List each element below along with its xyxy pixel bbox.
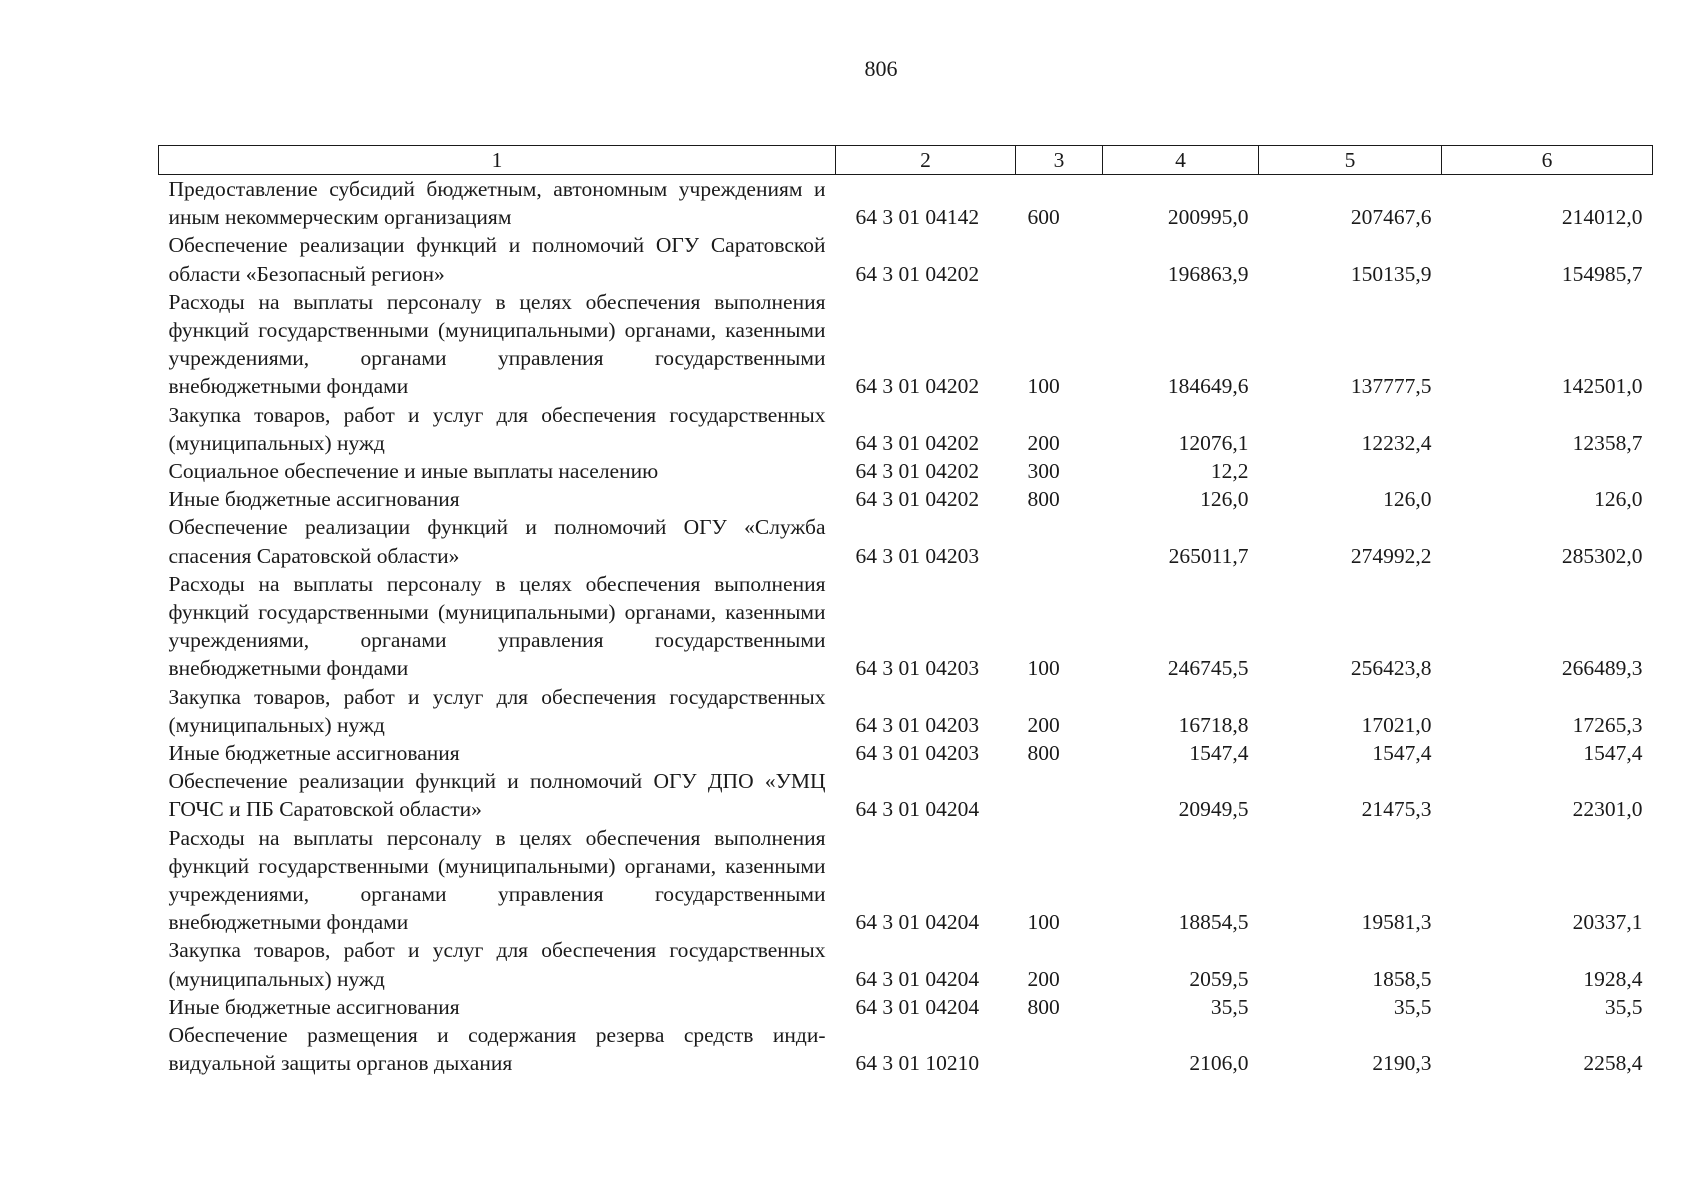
table-row [159, 936, 1653, 992]
row-name: Иные бюджетные ассигнования [168, 994, 460, 1019]
row-target-code: 64 3 01 04202 [855, 374, 980, 399]
row-value-col-5: 150135,9 [1350, 261, 1432, 286]
header-col-1: 1 [159, 146, 836, 175]
header-col-4: 4 [1103, 146, 1259, 175]
row-name: Иные бюджетные ассигнования [168, 487, 460, 512]
row-expense-type: 600 [1027, 205, 1060, 230]
row-name: Обеспечение размещения и содержания резерва средств индивидуальной защиты органов дыхания [168, 1023, 826, 1076]
row-value-col-4: 16718,8 [1178, 712, 1249, 737]
row-expense-type [1016, 231, 1103, 287]
row-value-col-4: 200995,0 [1167, 205, 1249, 230]
row-target-code: 64 3 01 04204 [855, 966, 980, 991]
row-value-col-6: 285302,0 [1561, 543, 1643, 568]
row-value-col-4: 126,0 [1200, 487, 1249, 512]
row-target-code: 64 3 01 04202 [855, 487, 980, 512]
table-row [159, 570, 1653, 683]
row-expense-type: 100 [1027, 910, 1060, 935]
row-expense-type: 800 [1027, 994, 1060, 1019]
row-expense-type [1016, 767, 1103, 823]
row-expense-type [1016, 513, 1103, 569]
row-expense-type [1016, 1021, 1103, 1077]
row-expense-type: 100 [1027, 374, 1060, 399]
row-value-col-5: 137777,5 [1350, 374, 1432, 399]
row-target-code: 64 3 01 04204 [855, 797, 980, 822]
row-value-col-4: 12,2 [1210, 459, 1249, 484]
row-value-col-5 [1259, 457, 1442, 485]
row-name: Закупка товаров, работ и услуг для обеспечения государственных (муниципальных) нужд [168, 938, 826, 991]
table-row [159, 767, 1653, 823]
row-target-code: 64 3 01 04204 [855, 910, 980, 935]
table-row [159, 231, 1653, 287]
table-row [159, 485, 1653, 513]
row-value-col-6: 2258,4 [1583, 1051, 1643, 1076]
row-value-col-5: 1858,5 [1372, 966, 1432, 991]
row-value-col-4: 2059,5 [1189, 966, 1249, 991]
row-value-col-5: 256423,8 [1350, 656, 1432, 681]
row-value-col-4: 2106,0 [1189, 1051, 1249, 1076]
row-expense-type: 200 [1027, 712, 1060, 737]
row-value-col-5: 126,0 [1383, 487, 1432, 512]
table-row [159, 401, 1653, 457]
row-name: Расходы на выплаты персоналу в целях обеспечения выполнения функций государственными (муниципальными) органами, казенными учреждениями, органами управления государственными внебюджетными фондами [168, 825, 826, 935]
row-target-code: 64 3 01 04202 [855, 261, 980, 286]
page-number: 806 [864, 56, 898, 81]
row-value-col-6: 1928,4 [1583, 966, 1643, 991]
row-name: Социальное обеспечение и иные выплаты населению [168, 459, 659, 484]
row-expense-type: 100 [1027, 656, 1060, 681]
row-expense-type: 200 [1027, 966, 1060, 991]
table-row [159, 175, 1653, 232]
row-target-code: 64 3 01 04202 [855, 430, 980, 455]
row-value-col-4: 35,5 [1210, 994, 1249, 1019]
table-body [159, 175, 1653, 1078]
row-value-col-6: 20337,1 [1572, 910, 1643, 935]
row-value-col-5: 1547,4 [1372, 741, 1432, 766]
row-value-col-5: 2190,3 [1372, 1051, 1432, 1076]
row-expense-type: 800 [1027, 487, 1060, 512]
header-col-6: 6 [1442, 146, 1653, 175]
row-name: Закупка товаров, работ и услуг для обеспечения государственных (муниципальных) нужд [168, 684, 826, 737]
row-expense-type: 300 [1027, 459, 1060, 484]
row-expense-type: 800 [1027, 741, 1060, 766]
row-value-col-5: 21475,3 [1361, 797, 1432, 822]
row-value-col-6: 35,5 [1604, 994, 1643, 1019]
row-value-col-5: 35,5 [1393, 994, 1432, 1019]
row-value-col-6: 22301,0 [1572, 797, 1643, 822]
row-value-col-5: 274992,2 [1350, 543, 1432, 568]
table-row [159, 457, 1653, 485]
row-value-col-5: 12232,4 [1361, 430, 1432, 455]
table-row [159, 993, 1653, 1021]
row-target-code: 64 3 01 04203 [855, 543, 980, 568]
header-col-3: 3 [1016, 146, 1103, 175]
row-value-col-6: 126,0 [1594, 487, 1643, 512]
table-row [159, 683, 1653, 739]
row-value-col-5: 17021,0 [1361, 712, 1432, 737]
row-name: Предоставление субсидий бюджетным, автономным учреждениям и иным некоммерческим организациям [168, 177, 826, 230]
row-target-code: 64 3 01 04203 [855, 656, 980, 681]
row-target-code: 64 3 01 04203 [855, 712, 980, 737]
row-value-col-4: 12076,1 [1178, 430, 1249, 455]
budget-table [158, 145, 1653, 1078]
row-value-col-6: 12358,7 [1572, 430, 1643, 455]
row-name: Иные бюджетные ассигнования [168, 741, 460, 766]
row-target-code: 64 3 01 04204 [855, 994, 980, 1019]
row-value-col-6: 142501,0 [1561, 374, 1643, 399]
header-row [159, 146, 1653, 175]
row-target-code: 64 3 01 04203 [855, 741, 980, 766]
row-value-col-6: 1547,4 [1583, 741, 1643, 766]
row-expense-type: 200 [1027, 430, 1060, 455]
row-value-col-6: 154985,7 [1561, 261, 1643, 286]
row-value-col-4: 184649,6 [1167, 374, 1249, 399]
row-name: Обеспечение реализации функций и полномочий ОГУ ДПО «УМЦ ГОЧС и ПБ Саратовской области» [168, 769, 826, 822]
row-value-col-5: 19581,3 [1361, 910, 1432, 935]
table-row [159, 739, 1653, 767]
row-value-col-4: 20949,5 [1178, 797, 1249, 822]
row-value-col-6: 17265,3 [1572, 712, 1643, 737]
table-header [159, 146, 1653, 175]
row-name: Расходы на выплаты персоналу в целях обеспечения выполнения функций государственными (муниципальными) органами, казенными учреждениями, органами управления государственными внебюджетными фондами [168, 571, 826, 681]
row-name: Расходы на выплаты персоналу в целях обеспечения выполнения функций государственными (муниципальными) органами, казенными учреждениями, органами управления государственными внебюджетными фондами [168, 289, 826, 399]
row-value-col-5: 207467,6 [1350, 205, 1432, 230]
row-name: Обеспечение реализации функций и полномочий ОГУ «Служба спасения Саратовской области» [168, 515, 826, 568]
row-value-col-4: 1547,4 [1189, 741, 1249, 766]
table-row [159, 288, 1653, 401]
row-target-code: 64 3 01 10210 [855, 1051, 980, 1076]
row-name: Обеспечение реализации функций и полномочий ОГУ Саратовской области «Безопасный регион» [168, 233, 826, 286]
row-value-col-6: 214012,0 [1561, 205, 1643, 230]
table-row [159, 1021, 1653, 1077]
row-target-code: 64 3 01 04202 [855, 459, 980, 484]
row-value-col-4: 18854,5 [1178, 910, 1249, 935]
row-value-col-4: 196863,9 [1167, 261, 1249, 286]
header-col-2: 2 [836, 146, 1016, 175]
row-value-col-6 [1442, 457, 1653, 485]
table-row [159, 824, 1653, 937]
row-name: Закупка товаров, работ и услуг для обеспечения государственных (муниципальных) нужд [168, 402, 826, 455]
row-value-col-6: 266489,3 [1561, 656, 1643, 681]
header-col-5: 5 [1259, 146, 1442, 175]
row-target-code: 64 3 01 04142 [855, 205, 980, 230]
table-row [159, 513, 1653, 569]
row-value-col-4: 246745,5 [1167, 656, 1249, 681]
row-value-col-4: 265011,7 [1168, 543, 1249, 568]
